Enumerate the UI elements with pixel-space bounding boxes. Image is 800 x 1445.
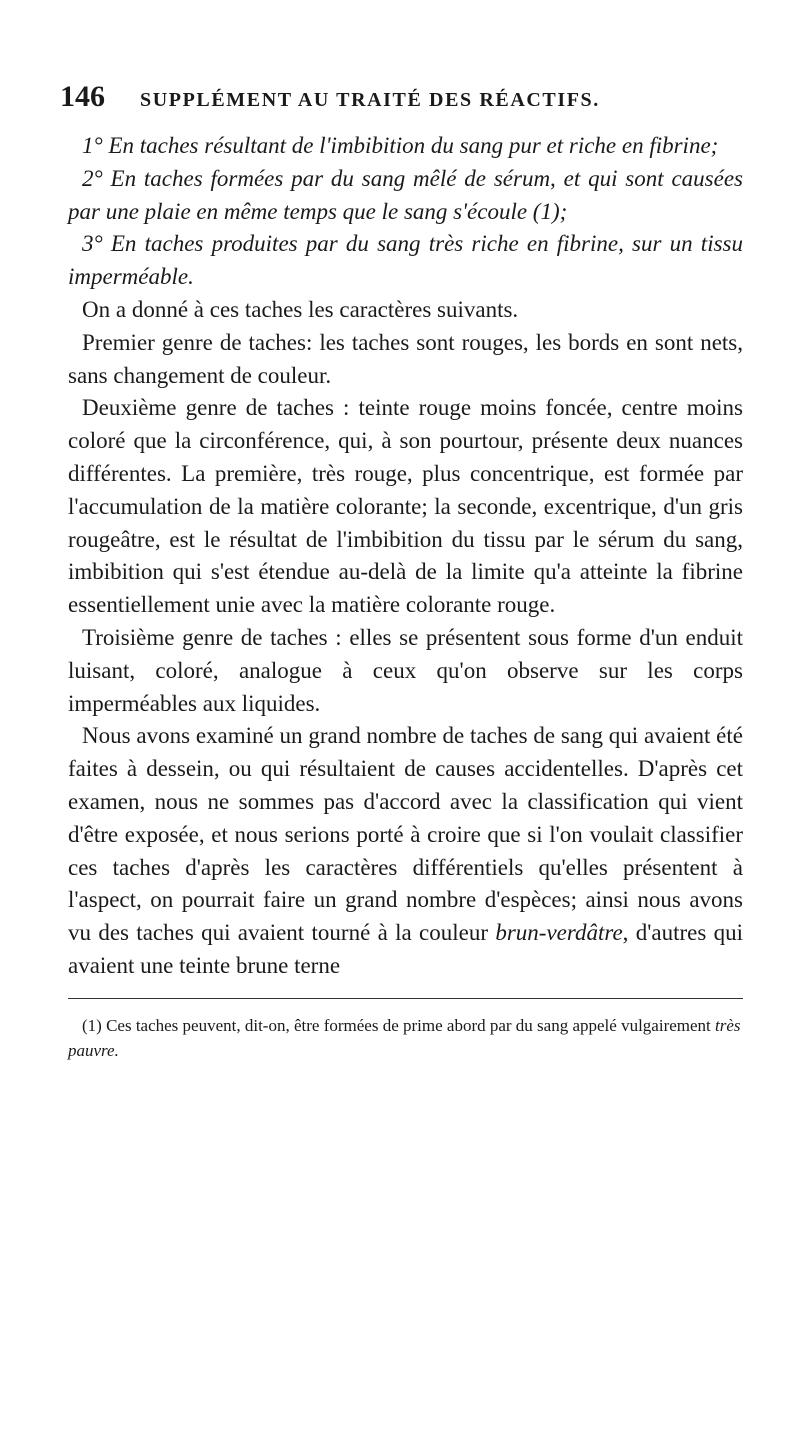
page-number: 146 [60,80,105,113]
footnote-divider [68,998,743,999]
running-head: SUPPLÉMENT AU TRAITÉ DES RÉACTIFS. [140,89,600,111]
paragraph-6: Deuxième genre de taches : teinte rouge moins foncée, centre moins coloré que la circonférence, qui, à son pourtour, présente deux nuances différentes. La première, très rouge, plus concentrique, est formée par l'accumulation de la matière colorante; la seconde, excentrique, d'un gris rougeâtre, est le résultat de l'imbibition du tissu par le sérum du sang, imbibition qui s'est étendue au-delà de la limite qu'a atteinte la fibrine essentiellement unie avec la matière colorante rouge. [68,395,743,618]
paragraph-3: 3° En taches produites par du sang très riche en fibrine, sur un tissu imperméable. [68,231,743,290]
paragraph-4: On a donné à ces taches les caractères suivants. [82,296,519,322]
footnote-text: (1) Ces taches peuvent, dit-on, être formées de prime abord par du sang appelé vulgairement [82,1015,711,1035]
footnote [68,1013,743,1063]
paragraph-7: Troisième genre de taches : elles se présentent sous forme d'un enduit luisant, coloré, analogue à ceux qu'on observe sur les corps imperméables aux liquides. [68,624,743,716]
paragraph-8-italic: brun-verdâtre [495,920,623,946]
page-header [60,80,743,130]
paragraph-1: 1° En taches résultant de l'imbibition du sang pur et riche en fibrine; [82,133,719,158]
paragraph-8-tail: , d'autres qui avaient une teinte brune terne [68,920,744,978]
paragraph-2: 2° En taches formées par du sang mêlé de sérum, et qui sont causées par une plaie en même temps que le sang s'écoule (1); [68,165,743,224]
body-text [68,130,743,983]
footnote-italic: très pauvre. [68,1015,741,1060]
book-page [60,80,744,1063]
paragraph-5: Premier genre de taches: les taches sont rouges, les bords en sont nets, sans changement de couleur. [68,329,743,388]
paragraph-8-text: Nous avons examiné un grand nombre de taches de sang qui avaient été faites à dessein, ou qui résultaient de causes accidentelles. D'après cet examen, nous ne sommes pas d'accord avec la classification qui vient d'être exposée, et nous serions porté à croire que si l'on voulait classifier ces taches d'après les caractères différentiels qu'elles présentent à l'aspect, on pourrait faire un grand nombre d'espèces; ainsi nous avons vu des taches qui avaient tourné à la couleur [68,723,743,946]
paragraph-8 [68,720,743,982]
